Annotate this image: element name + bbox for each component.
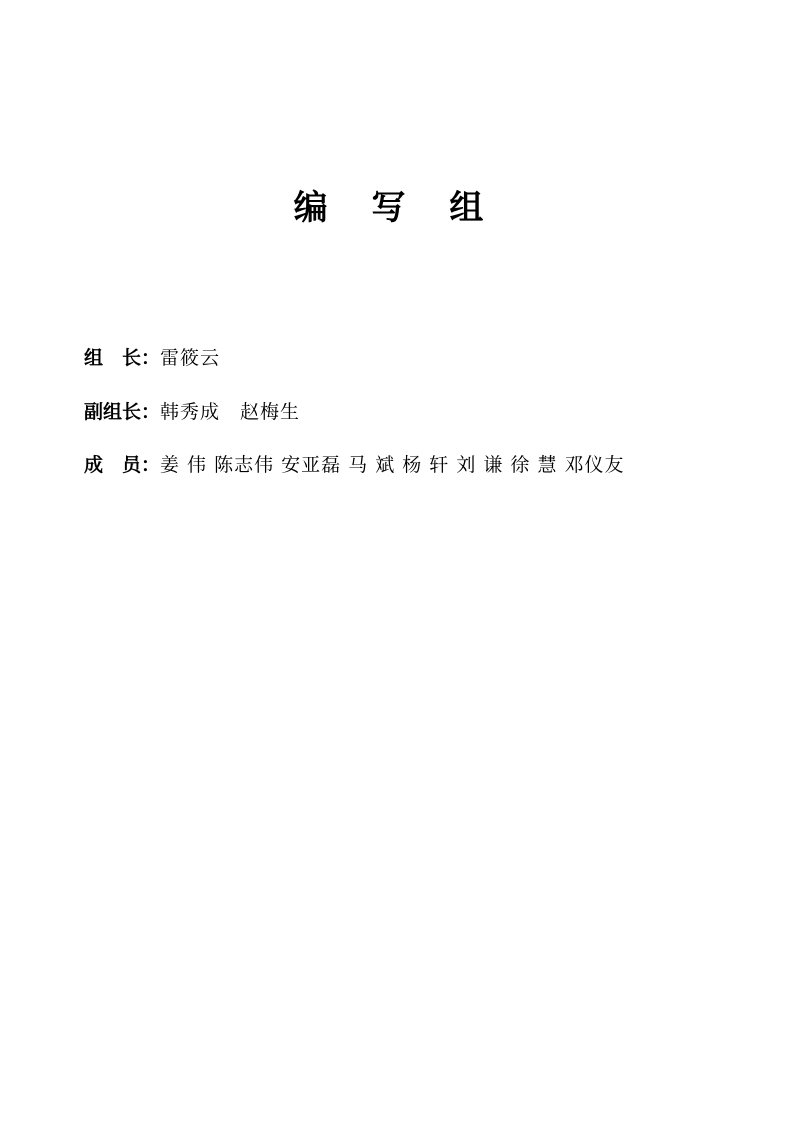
members-names: 姜 伟 陈志伟 安亚磊 马 斌 杨 轩 刘 谦 徐 慧 邓仪友 [160, 454, 625, 476]
deputy-leader-row [84, 398, 300, 426]
leader-row [84, 344, 220, 372]
deputy-leader-label: 副组长： [84, 401, 161, 423]
members-label: 成 员： [84, 454, 161, 476]
members-row [84, 451, 625, 479]
leader-names: 雷筱云 [160, 347, 221, 369]
page-title: 编 写 组 [293, 188, 500, 228]
deputy-leader-names: 韩秀成 赵梅生 [160, 401, 301, 423]
leader-label: 组 长： [84, 347, 161, 369]
